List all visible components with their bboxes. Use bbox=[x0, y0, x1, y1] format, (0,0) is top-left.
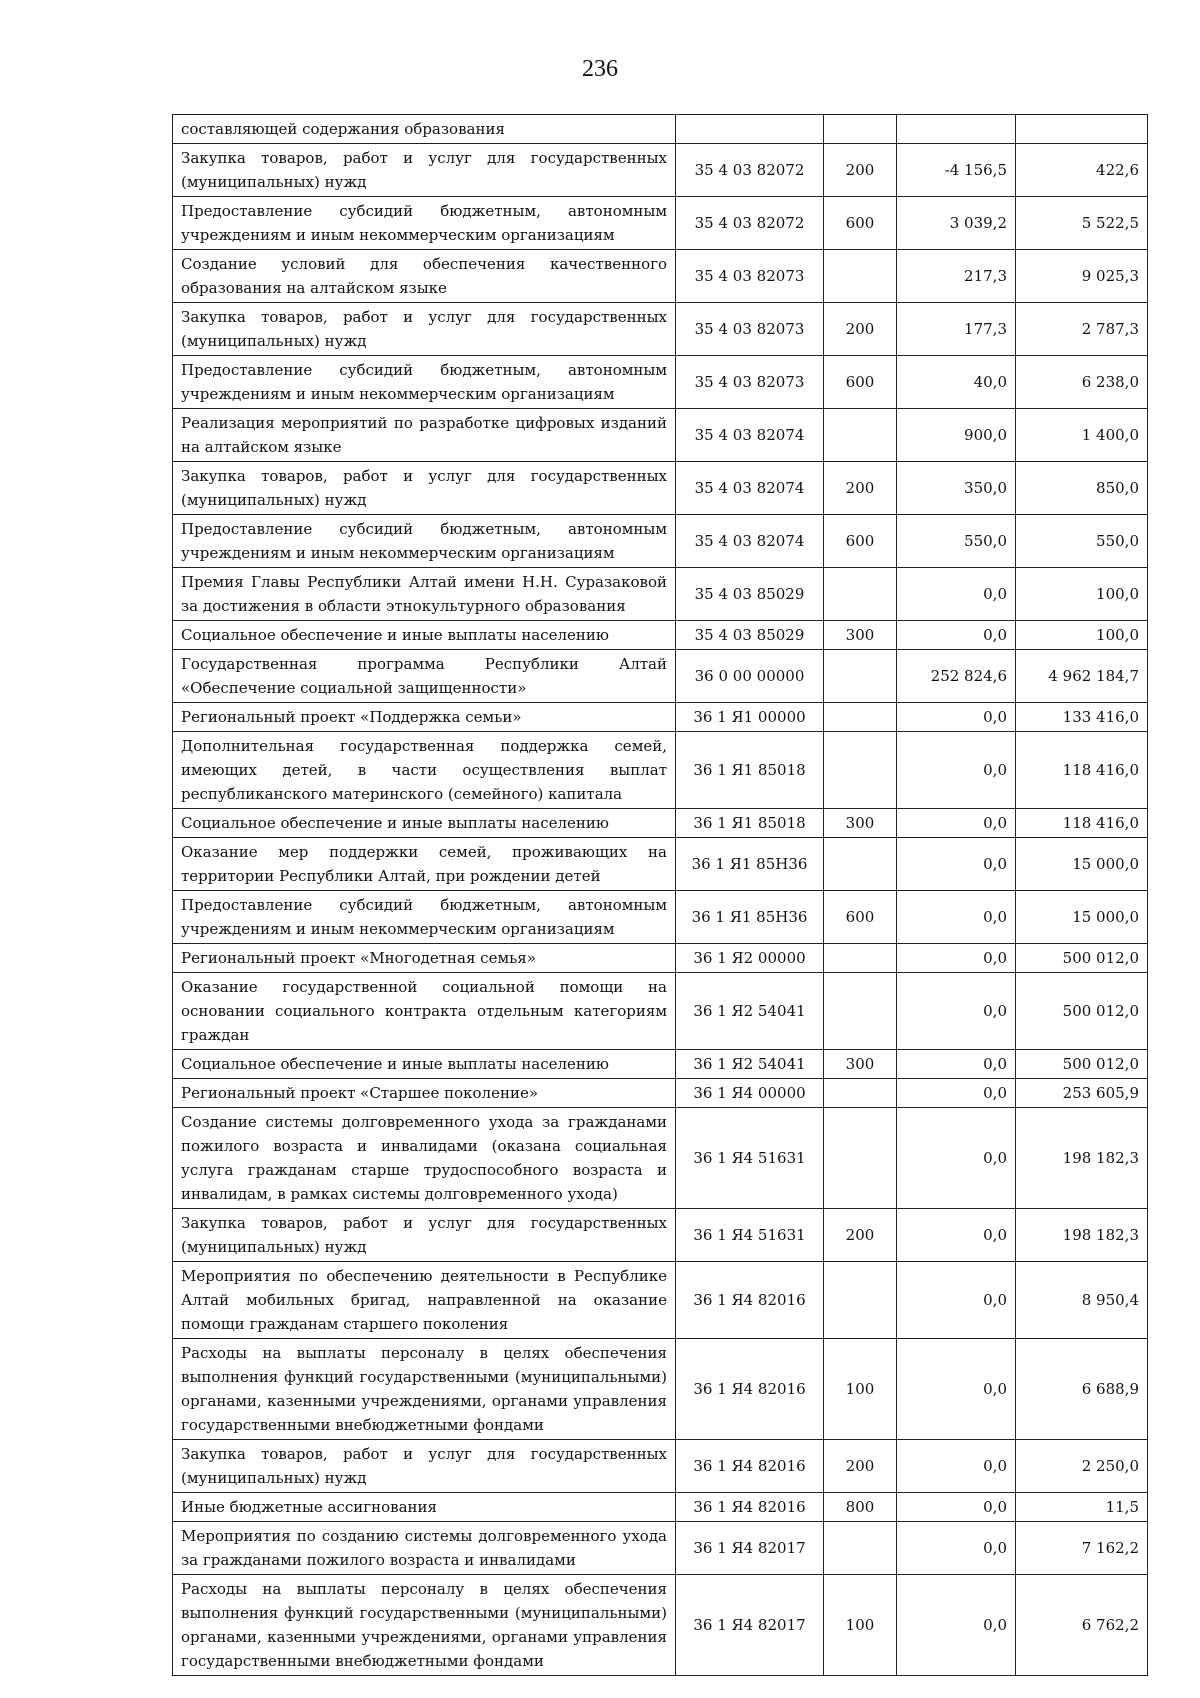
row-name-cell: Иные бюджетные ассигнования bbox=[173, 1493, 676, 1522]
row-name-cell: Мероприятия по созданию системы долговременного ухода за гражданами пожилого возраста и инвалидами bbox=[173, 1522, 676, 1575]
table-row bbox=[173, 891, 1148, 944]
amount-2026-cell: 850,0 bbox=[1016, 462, 1148, 515]
table-row bbox=[173, 944, 1148, 973]
amount-2026-cell: 500 012,0 bbox=[1016, 973, 1148, 1050]
amount-2025-cell: 0,0 bbox=[897, 1108, 1016, 1209]
amount-2025-cell: 0,0 bbox=[897, 973, 1016, 1050]
amount-2025-cell: 0,0 bbox=[897, 1522, 1016, 1575]
expense-type-cell: 300 bbox=[824, 809, 897, 838]
expense-type-cell bbox=[824, 1522, 897, 1575]
expense-type-cell bbox=[824, 650, 897, 703]
expense-type-cell bbox=[824, 944, 897, 973]
expense-type-cell bbox=[824, 250, 897, 303]
budget-table-body bbox=[173, 115, 1148, 1676]
amount-2025-cell: 350,0 bbox=[897, 462, 1016, 515]
row-name-cell: Мероприятия по обеспечению деятельности в Республике Алтай мобильных бригад, направленной на оказание помощи гражданам старшего поколения bbox=[173, 1262, 676, 1339]
table-row bbox=[173, 838, 1148, 891]
expense-type-cell bbox=[824, 409, 897, 462]
table-row bbox=[173, 1262, 1148, 1339]
table-row bbox=[173, 703, 1148, 732]
row-name-cell: Социальное обеспечение и иные выплаты населению bbox=[173, 621, 676, 650]
target-code-cell: 36 1 Я1 85018 bbox=[676, 732, 824, 809]
row-name-cell: Дополнительная государственная поддержка семей, имеющих детей, в части осуществления выплат республиканского материнского (семейного) капитала bbox=[173, 732, 676, 809]
target-code-cell: 36 1 Я2 00000 bbox=[676, 944, 824, 973]
amount-2026-cell: 7 162,2 bbox=[1016, 1522, 1148, 1575]
amount-2026-cell: 100,0 bbox=[1016, 621, 1148, 650]
row-name-cell: Закупка товаров, работ и услуг для государственных (муниципальных) нужд bbox=[173, 144, 676, 197]
amount-2025-cell: 0,0 bbox=[897, 891, 1016, 944]
target-code-cell: 35 4 03 82072 bbox=[676, 197, 824, 250]
amount-2025-cell: 0,0 bbox=[897, 621, 1016, 650]
amount-2025-cell: 0,0 bbox=[897, 1575, 1016, 1676]
amount-2025-cell: 177,3 bbox=[897, 303, 1016, 356]
row-name-cell: Региональный проект «Многодетная семья» bbox=[173, 944, 676, 973]
table-row bbox=[173, 732, 1148, 809]
amount-2025-cell: 0,0 bbox=[897, 568, 1016, 621]
target-code-cell: 35 4 03 85029 bbox=[676, 568, 824, 621]
amount-2025-cell: 0,0 bbox=[897, 1079, 1016, 1108]
row-name-cell: Социальное обеспечение и иные выплаты населению bbox=[173, 1050, 676, 1079]
expense-type-cell: 200 bbox=[824, 303, 897, 356]
row-name-cell: Закупка товаров, работ и услуг для государственных (муниципальных) нужд bbox=[173, 1440, 676, 1493]
row-name-cell: Государственная программа Республики Алтай «Обеспечение социальной защищенности» bbox=[173, 650, 676, 703]
amount-2026-cell: 5 522,5 bbox=[1016, 197, 1148, 250]
target-code-cell: 35 4 03 82074 bbox=[676, 515, 824, 568]
target-code-cell: 35 4 03 82073 bbox=[676, 356, 824, 409]
table-row bbox=[173, 462, 1148, 515]
table-row bbox=[173, 1339, 1148, 1440]
amount-2026-cell: 11,5 bbox=[1016, 1493, 1148, 1522]
expense-type-cell: 200 bbox=[824, 1209, 897, 1262]
expense-type-cell bbox=[824, 568, 897, 621]
amount-2026-cell: 6 238,0 bbox=[1016, 356, 1148, 409]
row-name-cell: Закупка товаров, работ и услуг для государственных (муниципальных) нужд bbox=[173, 1209, 676, 1262]
expense-type-cell bbox=[824, 973, 897, 1050]
expense-type-cell: 300 bbox=[824, 1050, 897, 1079]
table-row bbox=[173, 1575, 1148, 1676]
amount-2025-cell: 0,0 bbox=[897, 1050, 1016, 1079]
target-code-cell: 36 1 Я4 00000 bbox=[676, 1079, 824, 1108]
expense-type-cell: 100 bbox=[824, 1339, 897, 1440]
target-code-cell: 35 4 03 82074 bbox=[676, 409, 824, 462]
row-name-cell: Оказание государственной социальной помощи на основании социального контракта отдельным категориям граждан bbox=[173, 973, 676, 1050]
amount-2026-cell: 118 416,0 bbox=[1016, 732, 1148, 809]
table-row bbox=[173, 1050, 1148, 1079]
table-row bbox=[173, 621, 1148, 650]
amount-2025-cell: 3 039,2 bbox=[897, 197, 1016, 250]
amount-2025-cell bbox=[897, 115, 1016, 144]
target-code-cell: 36 1 Я2 54041 bbox=[676, 1050, 824, 1079]
target-code-cell: 35 4 03 85029 bbox=[676, 621, 824, 650]
amount-2025-cell: -4 156,5 bbox=[897, 144, 1016, 197]
expense-type-cell: 200 bbox=[824, 1440, 897, 1493]
target-code-cell: 36 1 Я4 82016 bbox=[676, 1440, 824, 1493]
table-row bbox=[173, 303, 1148, 356]
amount-2026-cell: 550,0 bbox=[1016, 515, 1148, 568]
target-code-cell: 36 1 Я2 54041 bbox=[676, 973, 824, 1050]
expense-type-cell: 200 bbox=[824, 462, 897, 515]
target-code-cell: 36 1 Я4 51631 bbox=[676, 1209, 824, 1262]
row-name-cell: Предоставление субсидий бюджетным, автономным учреждениям и иным некоммерческим организациям bbox=[173, 197, 676, 250]
amount-2025-cell: 0,0 bbox=[897, 838, 1016, 891]
amount-2025-cell: 0,0 bbox=[897, 1209, 1016, 1262]
row-name-cell: Реализация мероприятий по разработке цифровых изданий на алтайском языке bbox=[173, 409, 676, 462]
row-name-cell: Создание системы долговременного ухода за гражданами пожилого возраста и инвалидами (оказана социальная услуга гражданам старше трудоспособного возраста и инвалидам, в рамках системы долговременного ухода) bbox=[173, 1108, 676, 1209]
amount-2026-cell: 8 950,4 bbox=[1016, 1262, 1148, 1339]
target-code-cell: 35 4 03 82073 bbox=[676, 250, 824, 303]
target-code-cell: 36 1 Я4 82016 bbox=[676, 1262, 824, 1339]
table-row bbox=[173, 1493, 1148, 1522]
amount-2026-cell bbox=[1016, 115, 1148, 144]
row-name-cell: Расходы на выплаты персоналу в целях обеспечения выполнения функций государственными (муниципальными) органами, казенными учреждениями, органами управления государственными внебюджетными фондами bbox=[173, 1339, 676, 1440]
amount-2025-cell: 550,0 bbox=[897, 515, 1016, 568]
expense-type-cell bbox=[824, 115, 897, 144]
expense-type-cell: 100 bbox=[824, 1575, 897, 1676]
expense-type-cell: 800 bbox=[824, 1493, 897, 1522]
amount-2026-cell: 118 416,0 bbox=[1016, 809, 1148, 838]
table-row bbox=[173, 1522, 1148, 1575]
amount-2026-cell: 198 182,3 bbox=[1016, 1108, 1148, 1209]
row-name-cell: Социальное обеспечение и иные выплаты населению bbox=[173, 809, 676, 838]
table-row bbox=[173, 1108, 1148, 1209]
table-row bbox=[173, 197, 1148, 250]
target-code-cell: 36 1 Я4 82017 bbox=[676, 1575, 824, 1676]
expense-type-cell bbox=[824, 1079, 897, 1108]
amount-2026-cell: 100,0 bbox=[1016, 568, 1148, 621]
page-number: 236 bbox=[582, 56, 618, 82]
amount-2025-cell: 0,0 bbox=[897, 1339, 1016, 1440]
target-code-cell: 36 1 Я4 82017 bbox=[676, 1522, 824, 1575]
expense-type-cell bbox=[824, 838, 897, 891]
table-row bbox=[173, 809, 1148, 838]
row-name-cell: Предоставление субсидий бюджетным, автономным учреждениям и иным некоммерческим организациям bbox=[173, 356, 676, 409]
table-row bbox=[173, 144, 1148, 197]
target-code-cell bbox=[676, 115, 824, 144]
amount-2026-cell: 500 012,0 bbox=[1016, 944, 1148, 973]
row-name-cell: Предоставление субсидий бюджетным, автономным учреждениям и иным некоммерческим организациям bbox=[173, 891, 676, 944]
row-name-cell: Предоставление субсидий бюджетным, автономным учреждениям и иным некоммерческим организациям bbox=[173, 515, 676, 568]
amount-2025-cell: 252 824,6 bbox=[897, 650, 1016, 703]
expense-type-cell bbox=[824, 1262, 897, 1339]
amount-2026-cell: 2 787,3 bbox=[1016, 303, 1148, 356]
amount-2026-cell: 500 012,0 bbox=[1016, 1050, 1148, 1079]
target-code-cell: 35 4 03 82072 bbox=[676, 144, 824, 197]
expense-type-cell: 600 bbox=[824, 356, 897, 409]
row-name-cell: Премия Главы Республики Алтай имени Н.Н. Суразаковой за достижения в области этнокультурного образования bbox=[173, 568, 676, 621]
amount-2026-cell: 133 416,0 bbox=[1016, 703, 1148, 732]
amount-2026-cell: 9 025,3 bbox=[1016, 250, 1148, 303]
expense-type-cell: 300 bbox=[824, 621, 897, 650]
table-row bbox=[173, 1440, 1148, 1493]
target-code-cell: 36 1 Я4 82016 bbox=[676, 1493, 824, 1522]
amount-2026-cell: 6 762,2 bbox=[1016, 1575, 1148, 1676]
target-code-cell: 36 1 Я1 85018 bbox=[676, 809, 824, 838]
row-name-cell: Закупка товаров, работ и услуг для государственных (муниципальных) нужд bbox=[173, 462, 676, 515]
amount-2025-cell: 0,0 bbox=[897, 703, 1016, 732]
table-row bbox=[173, 515, 1148, 568]
expense-type-cell: 200 bbox=[824, 144, 897, 197]
target-code-cell: 36 1 Я1 85Н36 bbox=[676, 838, 824, 891]
amount-2026-cell: 1 400,0 bbox=[1016, 409, 1148, 462]
table-row bbox=[173, 973, 1148, 1050]
budget-table bbox=[172, 114, 1148, 1676]
target-code-cell: 36 1 Я1 00000 bbox=[676, 703, 824, 732]
expense-type-cell: 600 bbox=[824, 197, 897, 250]
amount-2025-cell: 0,0 bbox=[897, 1262, 1016, 1339]
table-row bbox=[173, 115, 1148, 144]
amount-2025-cell: 900,0 bbox=[897, 409, 1016, 462]
table-row bbox=[173, 356, 1148, 409]
amount-2026-cell: 2 250,0 bbox=[1016, 1440, 1148, 1493]
table-row bbox=[173, 1209, 1148, 1262]
amount-2025-cell: 217,3 bbox=[897, 250, 1016, 303]
table-row bbox=[173, 250, 1148, 303]
row-name-cell: Региональный проект «Старшее поколение» bbox=[173, 1079, 676, 1108]
table-row bbox=[173, 1079, 1148, 1108]
amount-2026-cell: 198 182,3 bbox=[1016, 1209, 1148, 1262]
target-code-cell: 36 1 Я4 82016 bbox=[676, 1339, 824, 1440]
amount-2025-cell: 40,0 bbox=[897, 356, 1016, 409]
amount-2025-cell: 0,0 bbox=[897, 944, 1016, 973]
amount-2025-cell: 0,0 bbox=[897, 1493, 1016, 1522]
amount-2026-cell: 4 962 184,7 bbox=[1016, 650, 1148, 703]
amount-2026-cell: 6 688,9 bbox=[1016, 1339, 1148, 1440]
target-code-cell: 36 1 Я1 85Н36 bbox=[676, 891, 824, 944]
amount-2025-cell: 0,0 bbox=[897, 809, 1016, 838]
row-name-cell: Закупка товаров, работ и услуг для государственных (муниципальных) нужд bbox=[173, 303, 676, 356]
expense-type-cell: 600 bbox=[824, 515, 897, 568]
amount-2026-cell: 422,6 bbox=[1016, 144, 1148, 197]
target-code-cell: 35 4 03 82074 bbox=[676, 462, 824, 515]
expense-type-cell bbox=[824, 703, 897, 732]
target-code-cell: 36 0 00 00000 bbox=[676, 650, 824, 703]
row-name-cell: Расходы на выплаты персоналу в целях обеспечения выполнения функций государственными (муниципальными) органами, казенными учреждениями, органами управления государственными внебюджетными фондами bbox=[173, 1575, 676, 1676]
row-name-cell: Региональный проект «Поддержка семьи» bbox=[173, 703, 676, 732]
target-code-cell: 36 1 Я4 51631 bbox=[676, 1108, 824, 1209]
row-name-cell: составляющей содержания образования bbox=[173, 115, 676, 144]
expense-type-cell bbox=[824, 732, 897, 809]
amount-2026-cell: 15 000,0 bbox=[1016, 838, 1148, 891]
row-name-cell: Оказание мер поддержки семей, проживающих на территории Республики Алтай, при рождении детей bbox=[173, 838, 676, 891]
amount-2026-cell: 253 605,9 bbox=[1016, 1079, 1148, 1108]
amount-2025-cell: 0,0 bbox=[897, 732, 1016, 809]
amount-2026-cell: 15 000,0 bbox=[1016, 891, 1148, 944]
table-row bbox=[173, 650, 1148, 703]
expense-type-cell bbox=[824, 1108, 897, 1209]
expense-type-cell: 600 bbox=[824, 891, 897, 944]
target-code-cell: 35 4 03 82073 bbox=[676, 303, 824, 356]
table-row bbox=[173, 568, 1148, 621]
row-name-cell: Создание условий для обеспечения качественного образования на алтайском языке bbox=[173, 250, 676, 303]
amount-2025-cell: 0,0 bbox=[897, 1440, 1016, 1493]
table-row bbox=[173, 409, 1148, 462]
